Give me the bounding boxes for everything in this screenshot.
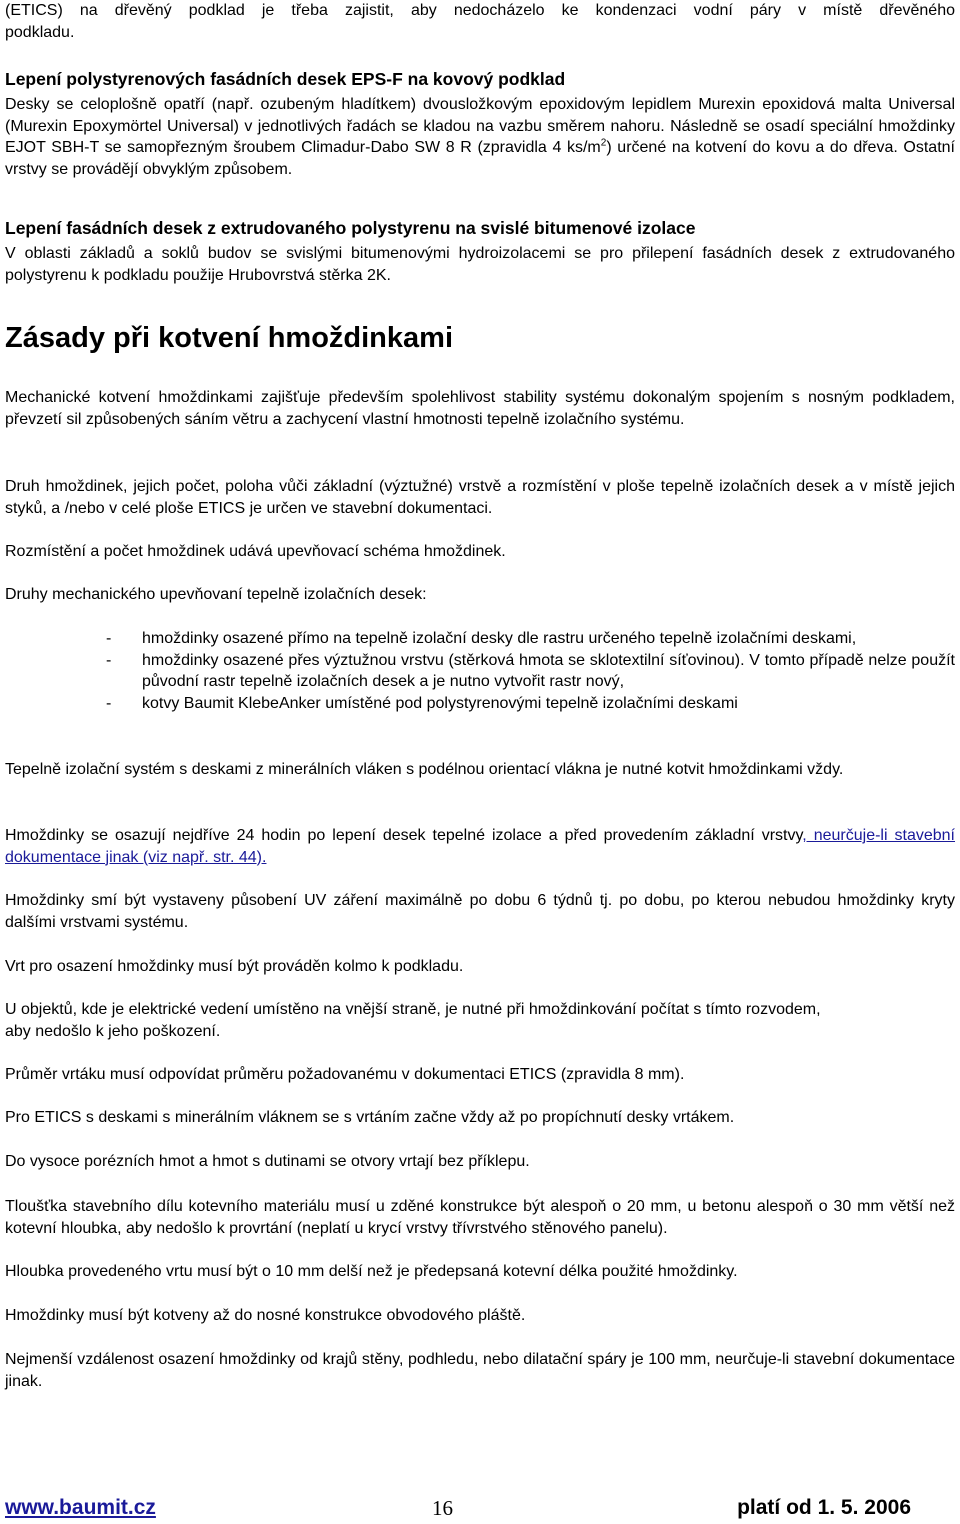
paragraph-2: Druh hmoždinek, jejich počet, poloha vůči základní (výztužné) vrstvě a rozmístění v ploše tepelně izolačních desek a v místě jejich styků, a /nebo v celé ploše ETICS je určen ve stavební dokumentaci. xyxy=(5,478,955,517)
list-dash: - xyxy=(106,651,112,669)
paragraph-16: Nejmenší vzdálenost osazení hmoždinky od krajů stěny, podhledu, nebo dilatační spáry je 100 mm, neurčuje-li stavební dokumentace jinak. xyxy=(5,1351,955,1390)
paragraph-4: Druhy mechanického upevňovaní tepelně izolačních desek: xyxy=(5,586,427,603)
section-xps-heading: Lepení fasádních desek z extrudovaného polystyrenu na svislé bitumenové izolace xyxy=(5,218,696,238)
paragraph-8: Vrt pro osazení hmoždinky musí být prováděn kolmo k podkladu. xyxy=(5,958,464,975)
page-reference-link[interactable]: , neurčuje-li stavební dokumentace jinak (viz např. str. 44). xyxy=(5,827,956,866)
valid-from-date: platí od 1. 5. 2006 xyxy=(737,1496,911,1519)
page-number: 16 xyxy=(432,1496,453,1520)
paragraph-6-text: Hmoždinky se osazují nejdříve 24 hodin po lepení desek tepelné izolace a před provedením základní vrstvy xyxy=(5,827,803,844)
paragraph-6 xyxy=(5,825,955,868)
section-eps xyxy=(5,68,955,180)
paragraph-3: Rozmístění a počet hmoždinek udává upevňovací schéma hmoždinek. xyxy=(5,543,506,560)
paragraph-7: Hmoždinky smí být vystaveny působení UV záření maximálně po dobu 6 týdnů tj. po dobu, po kterou nebudou hmoždinky kryty dalšími vrstvami systému. xyxy=(5,892,955,931)
list-item xyxy=(5,650,955,693)
list-item xyxy=(5,693,955,715)
list-item-text: hmoždinky osazené přímo na tepelně izolační desky dle rastru určeného tepelně izolačními deskami, xyxy=(142,630,857,647)
paragraph-5: Tepelně izolační systém s deskami z minerálních vláken s podélnou orientací vlákna je nutné kotvit hmoždinkami vždy. xyxy=(5,761,844,778)
section-eps-heading: Lepení polystyrenových fasádních desek EPS-F na kovový podklad xyxy=(5,69,566,89)
anchoring-types-list xyxy=(5,628,955,714)
list-dash: - xyxy=(106,630,112,647)
intro-block xyxy=(5,0,955,43)
section-xps-text: V oblasti základů a soklů budov se svislými bitumenovými hydroizolacemi se pro přilepení fasádních desek z extrudovaného polystyrenu k podkladu použije Hrubovrstvá stěrka 2K. xyxy=(5,245,955,284)
paragraph-9: U objektů, kde je elektrické vedení umístěno na vnější straně, je nutné při hmoždinkování počítat s tímto rozvodem, aby nedošlo k jeho poškození. xyxy=(5,1001,821,1040)
paragraph-15: Hmoždinky musí být kotveny až do nosné konstrukce obvodového pláště. xyxy=(5,1307,526,1324)
intro-line-2: podkladu. xyxy=(5,23,75,41)
section-eps-text-a: Desky se celoplošně opatří (např. ozubeným hladítkem) dvousložkovým epoxidovým lepidlem Murexin epoxidová malta Universal (Murexin Epoxymörtel Universal) v jednotlivých řadách se kladou na vazbu směrem nahoru. Následně se osadí speciální hmoždinky EJOT SBH-T se samopřezným šroubem Climadur-Dabo SW 8 R (zpravidla 4 ks/m xyxy=(5,96,955,156)
list-item-text: hmoždinky osazené přes výztužnou vrstvu (stěrková hmota se sklotextilní síťovinou). V tomto případě nelze použít původní rastr tepelně izolačních desek a je nutno vytvořit rastr nový, xyxy=(142,651,955,690)
paragraph-12: Do vysoce porézních hmot a hmot s dutinami se otvory vrtají bez příklepu. xyxy=(5,1153,530,1170)
website-link[interactable]: www.baumit.cz xyxy=(5,1496,156,1519)
superscript-2: 2 xyxy=(600,137,607,149)
paragraph-13: Tloušťka stavebního dílu kotevního materiálu musí u zděné konstrukce být alespoň o 20 mm, u betonu alespoň o 30 mm větší než kotevní hloubka, aby nedošlo k provrtání (neplatí u krycí vrstvy třívrstvého stěnového panelu). xyxy=(5,1198,955,1237)
paragraph-1: Mechanické kotvení hmoždinkami zajišťuje především spolehlivost stability systému dokonalým spojením s nosným podkladem, převzetí sil způsobených sáním větru a zachycení vlastní hmotnosti tepelně izolačního systému. xyxy=(5,389,955,428)
section-eps-text-b: ) určené na kotvení do kovu a do dřeva. Ostatní vrstvy se provádějí obvyklým způsobem. xyxy=(5,139,955,178)
section-xps xyxy=(5,217,955,286)
section-eps-text xyxy=(5,94,955,180)
list-dash: - xyxy=(106,694,112,712)
paragraph-11: Pro ETICS s deskami s minerálním vláknem se s vrtáním začne vždy až po propíchnutí desky vrtákem. xyxy=(5,1109,735,1126)
paragraph-10: Průměr vrtáku musí odpovídat průměru požadovanému v dokumentaci ETICS (zpravidla 8 mm). xyxy=(5,1066,685,1083)
list-item-text: kotvy Baumit KlebeAnker umístěné pod polystyrenovými tepelně izolačními deskami xyxy=(142,694,738,712)
main-heading: Zásady při kotvení hmoždinkami xyxy=(5,322,453,354)
page-footer xyxy=(5,1496,955,1524)
list-item xyxy=(5,628,955,650)
intro-line-1: (ETICS) na dřevěný podklad je třeba zajistit, aby nedocházelo ke kondenzaci vodní páry v místě dřevěného xyxy=(5,2,955,19)
paragraph-14: Hloubka provedeného vrtu musí být o 10 mm delší než je předepsaná kotevní délka použité hmoždinky. xyxy=(5,1263,738,1280)
